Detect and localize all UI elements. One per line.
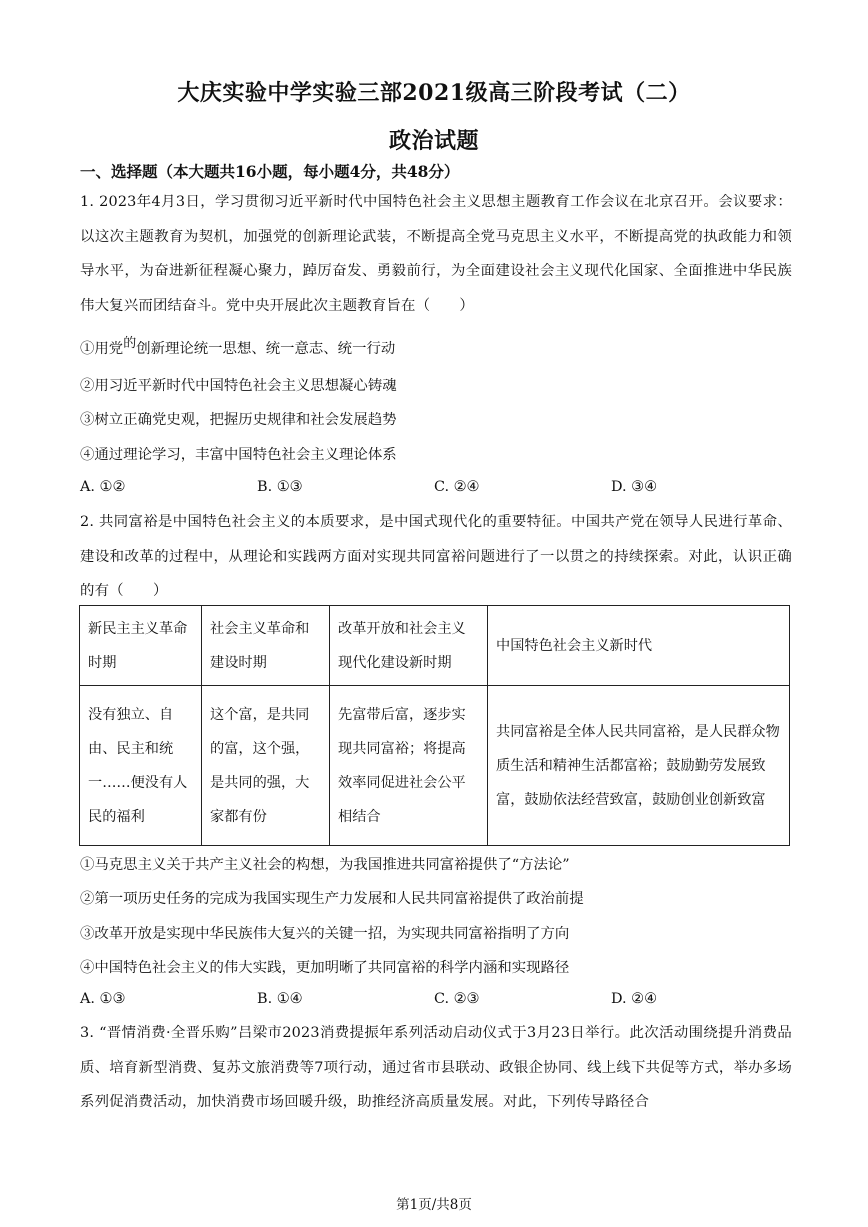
table-cell: 先富带后富，逐步实现共同富裕；将提高效率同促进社会公平相结合 [330, 686, 488, 846]
periods-table [79, 605, 790, 846]
table-cell: 共同富裕是全体人民共同富裕，是人民群众物质生活和精神生活都富裕；鼓励勤劳发展致富，鼓励依法经营致富，鼓励创业创新致富 [488, 686, 790, 846]
subject-title: 政治试题 [388, 128, 479, 154]
question-2-option-b: B. ①④ [257, 991, 303, 1007]
statement-text: 的 [123, 336, 137, 351]
question-2-option-c: C. ②③ [434, 991, 480, 1007]
question-2-statement-2: ②第一项历史任务的完成为我国实现生产力发展和人民共同富裕提供了政治前提 [80, 891, 584, 907]
table-header-row [80, 606, 790, 686]
statement-text: 创新理论统一思想、统一意志、统一行动 [136, 341, 396, 357]
question-1-stem: 1. 2023年4月3日，学习贯彻习近平新时代中国特色社会主义思想主题教育工作会议在北京召开。会议要求：以这次主题教育为契机，加强党的创新理论武装，不断提高全党马克思主义水平，不断提高党的执政能力和领导水平，为奋进新征程凝心聚力，踔厉奋发、勇毅前行，为全面建设社会主义现代化国家、全面推进中华民族伟大复兴而团结奋斗。党中央开展此次主题教育旨在（ ） [80, 194, 792, 314]
question-1-option-d: D. ③④ [611, 479, 657, 495]
question-2-statement-1: ①马克思主义关于共产主义社会的构想，为我国推进共同富裕提供了“方法论” [80, 857, 570, 873]
question-1-option-a: A. ①② [80, 479, 126, 495]
question-2-option-a: A. ①③ [80, 991, 126, 1007]
table-cell: 这个富，是共同的富，这个强，是共同的强，大家都有份 [202, 686, 330, 846]
question-1-option-c: C. ②④ [434, 479, 480, 495]
statement-text: ①用党 [80, 341, 124, 357]
table-row [80, 686, 790, 846]
table-header-cell: 中国特色社会主义新时代 [488, 606, 790, 686]
question-3-stem: 3. “晋情消费·全晋乐购”吕梁市2023消费提振年系列活动启动仪式于3月23日举行。此次活动围绕提升消费品质、培育新型消费、复苏文旅消费等7项行动，通过省市县联动、政银企协同、线上线下共促等方式，举办多场系列促消费活动，加快消费市场回暖升级，助推经济高质量发展。对此，下列传导路径合 [80, 1025, 792, 1110]
question-1-statement-3: ③树立正确党史观，把握历史规律和社会发展趋势 [80, 412, 397, 428]
question-1-statement-1 [80, 337, 395, 358]
question-1-statement-2: ②用习近平新时代中国特色社会主义思想凝心铸魂 [80, 378, 397, 394]
page-number: 第1页/共8页 [396, 1197, 472, 1213]
table-cell: 没有独立、自由、民主和统一……便没有人民的福利 [80, 686, 202, 846]
question-1-option-b: B. ①③ [257, 479, 303, 495]
exam-title: 大庆实验中学实验三部2021级高三阶段考试（二） [177, 80, 691, 106]
section-heading: 一、选择题（本大题共16小题，每小题4分，共48分） [80, 162, 460, 181]
table-header-cell: 新民主主义革命时期 [80, 606, 202, 686]
question-2-stem: 2. 共同富裕是中国特色社会主义的本质要求，是中国式现代化的重要特征。中国共产党在领导人民进行革命、建设和改革的过程中，从理论和实践两方面对实现共同富裕问题进行了一以贯之的持续探索。对此，认识正确的有（ ） [80, 514, 792, 599]
question-1-statement-4: ④通过理论学习，丰富中国特色社会主义理论体系 [80, 447, 397, 463]
question-2-statement-3: ③改革开放是实现中华民族伟大复兴的关键一招，为实现共同富裕指明了方向 [80, 926, 570, 942]
table-header-cell: 改革开放和社会主义现代化建设新时期 [330, 606, 488, 686]
table-header-cell: 社会主义革命和建设时期 [202, 606, 330, 686]
question-2-statement-4: ④中国特色社会主义的伟大实践，更加明晰了共同富裕的科学内涵和实现路径 [80, 960, 570, 976]
question-2-option-d: D. ②④ [611, 991, 657, 1007]
